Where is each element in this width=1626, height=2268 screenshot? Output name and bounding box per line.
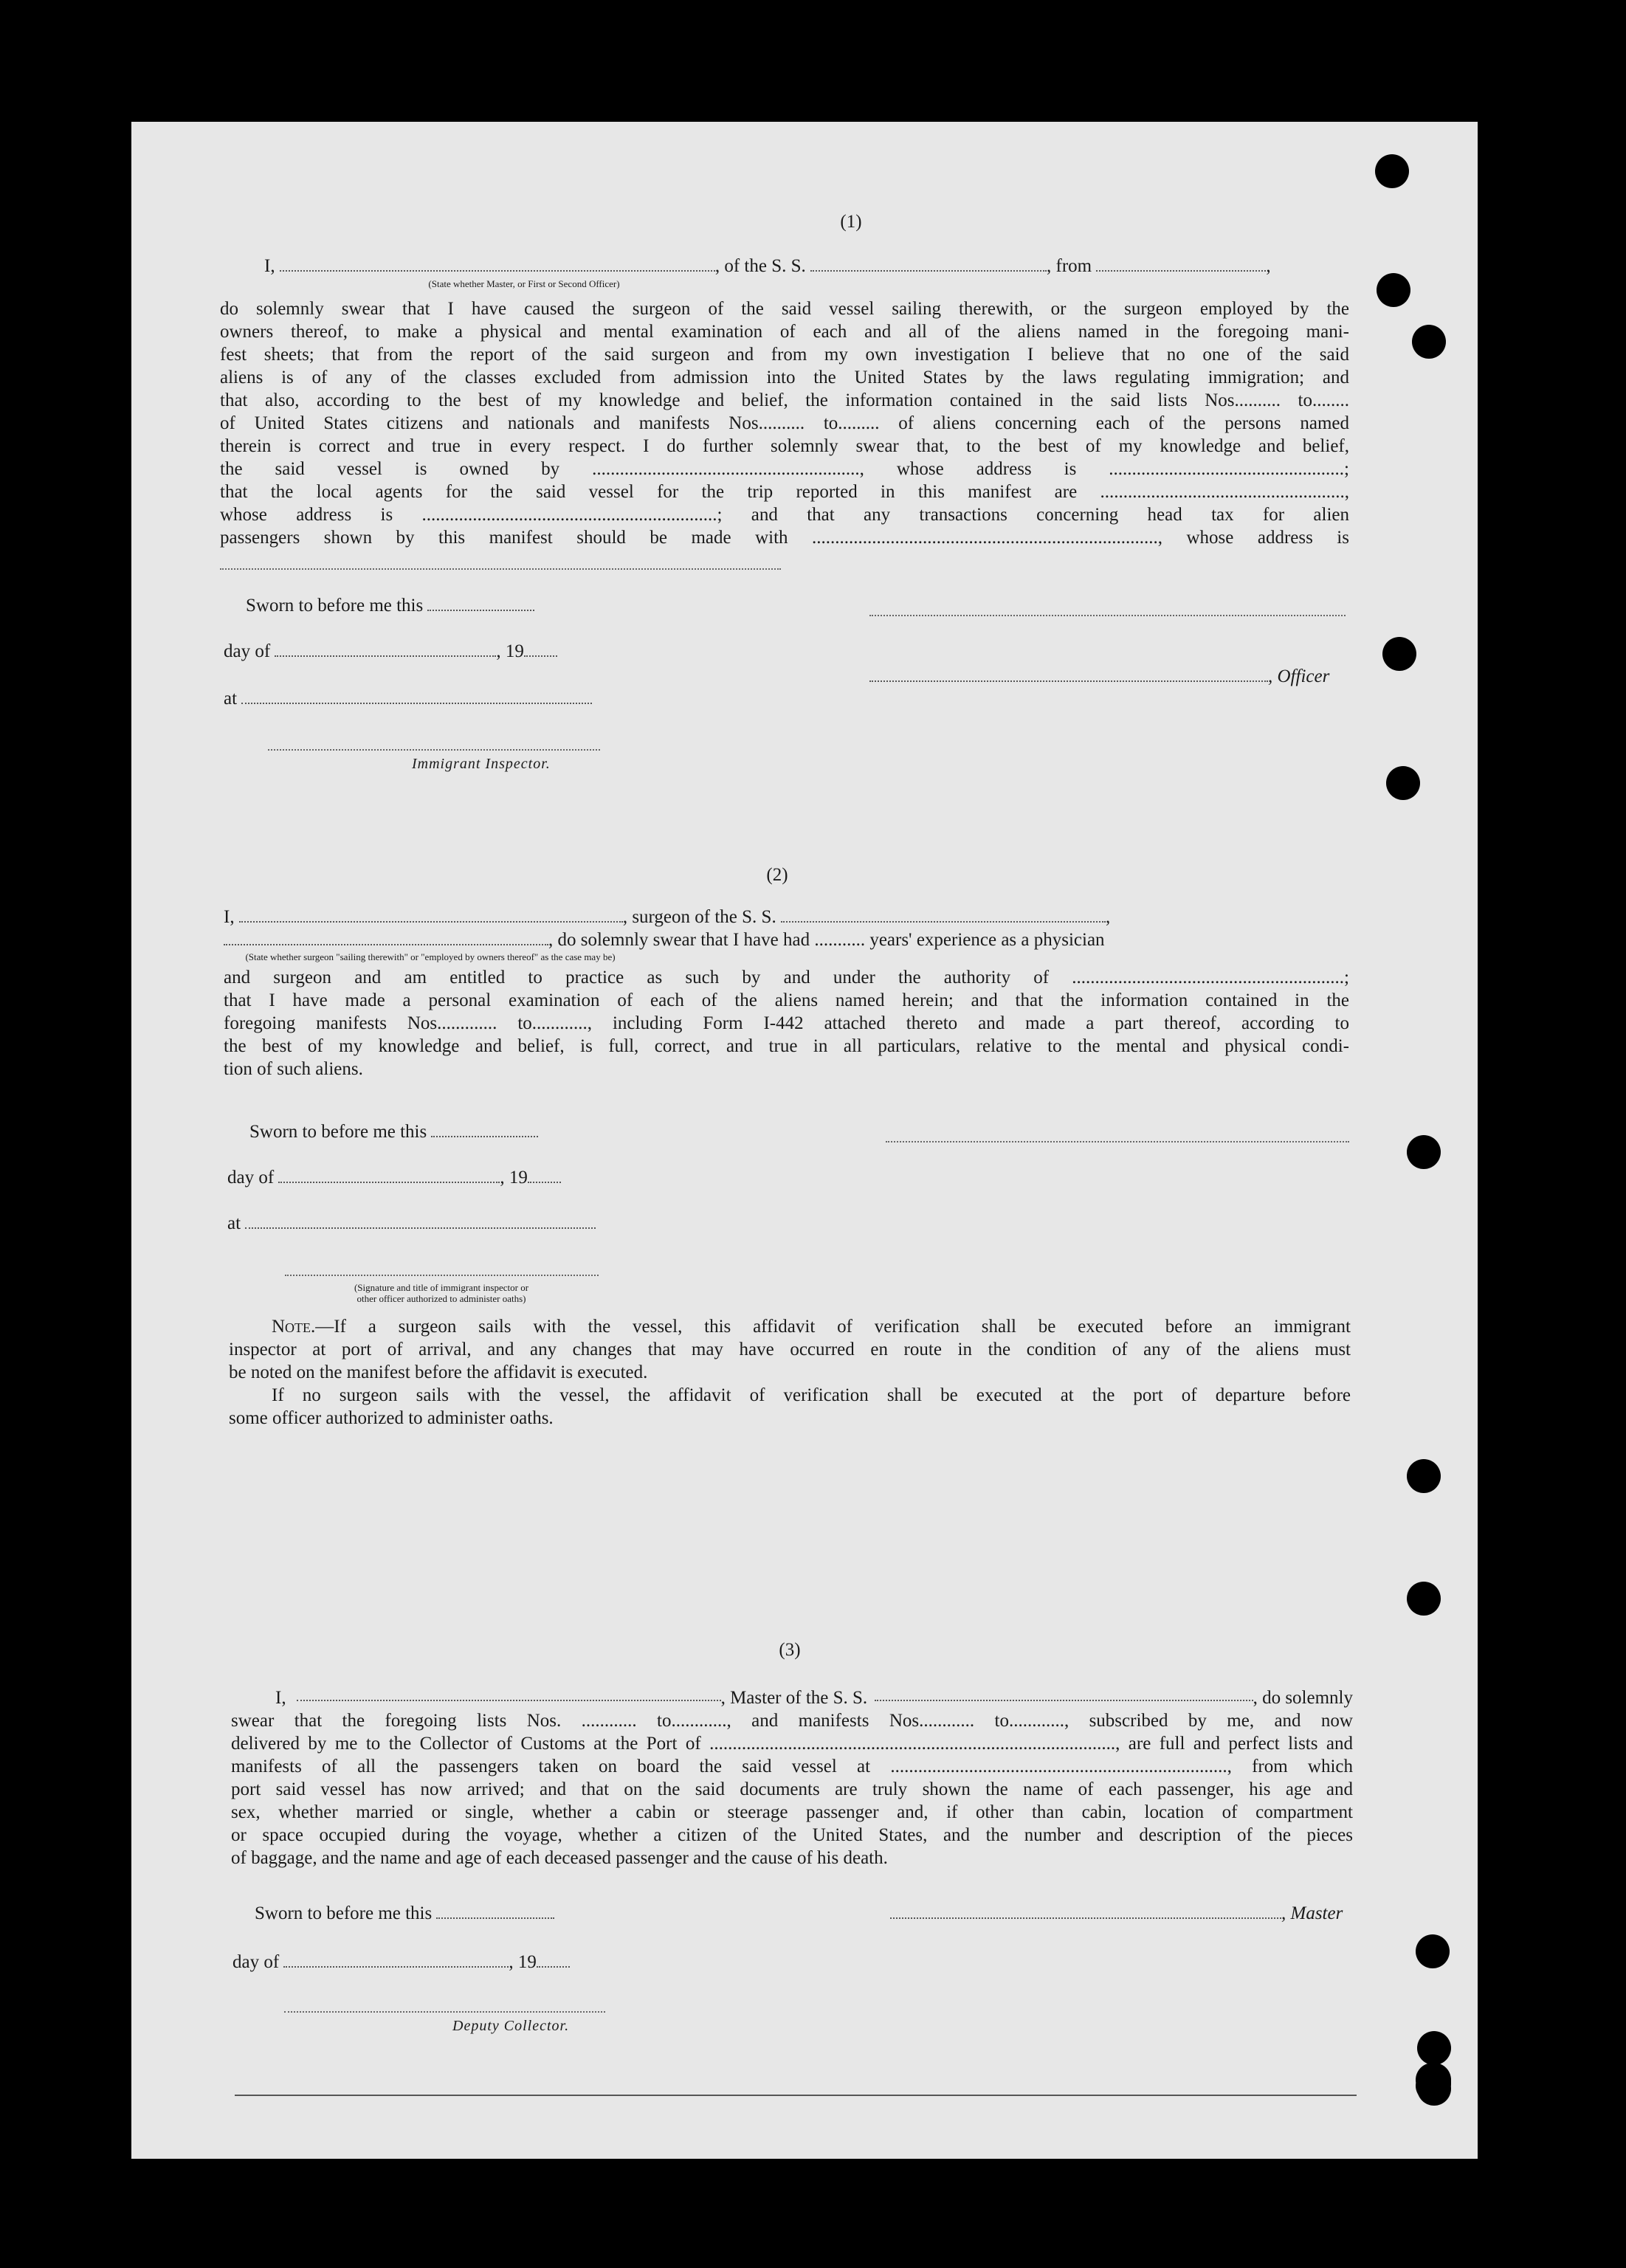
sworn-label: Sworn to before me this bbox=[249, 1122, 427, 1142]
year-label: , 19 bbox=[500, 1168, 528, 1188]
punch-hole bbox=[1417, 2031, 1451, 2065]
s3-day-of bbox=[232, 1951, 570, 1974]
address-line bbox=[220, 568, 781, 570]
s2-note-line: inspector at port of arrival, and any changes that may have occurred en route in the condition of any of the aliens must bbox=[229, 1340, 1351, 1359]
s2-body-line: that I have made a personal examination of each of the aliens named herein; and that the information contained in the bbox=[224, 990, 1349, 1010]
s2-surgeon-line bbox=[224, 906, 1110, 928]
s3-sworn bbox=[255, 1902, 554, 1925]
s2-body-line: the best of my knowledge and belief, is full, correct, and true in all particulars, relative to the mental and physical condi- bbox=[224, 1036, 1349, 1056]
s1-day-of bbox=[224, 640, 557, 663]
section-1-heading: (1) bbox=[840, 212, 862, 232]
note-text: —If a surgeon sails with the vessel, this affidavit of verification shall be executed before an immigrant bbox=[315, 1317, 1351, 1337]
s1-officer bbox=[869, 665, 1329, 688]
s2-at bbox=[227, 1212, 596, 1235]
surgeon-of-label: , surgeon of the S. S. bbox=[622, 907, 776, 927]
s3-body-line: swear that the foregoing lists Nos. ............ to............, and manifests Nos............ to............, subscribed by me, and now bbox=[231, 1711, 1353, 1731]
signature-line bbox=[285, 1275, 599, 1276]
s1-body-line: therein is correct and true in every respect. I do further solemnly swear that, to the best of my knowledge and belief, bbox=[220, 436, 1349, 456]
punch-hole bbox=[1416, 1934, 1450, 1968]
swear-text: , do solemnly swear that I have had ........... years' experience as a physician bbox=[548, 930, 1105, 950]
i-label: I, bbox=[264, 256, 275, 276]
s1-body-line: do solemnly swear that I have caused the surgeon of the said vessel sailing therewith, or the surgeon employed by the bbox=[220, 299, 1349, 319]
do-solemnly-label: , do solemnly bbox=[1253, 1688, 1353, 1708]
sworn-label: Sworn to before me this bbox=[255, 1903, 433, 1923]
surgeon-note: (State whether surgeon "sailing therewith" or "employed by owners thereof" as the case may be) bbox=[245, 951, 616, 962]
signature-note: (Signature and title of immigrant inspector or bbox=[354, 1282, 529, 1293]
immigrant-inspector-label: Immigrant Inspector. bbox=[412, 756, 551, 772]
punch-hole bbox=[1375, 154, 1409, 188]
s3-body-line: delivered by me to the Collector of Customs at the Port of ........................................................................................, are full and perfect lists and bbox=[231, 1734, 1353, 1754]
section-3-heading: (3) bbox=[779, 1640, 801, 1660]
deputy-collector-label: Deputy Collector. bbox=[452, 2018, 570, 2034]
s2-note2-last: some officer authorized to administer oaths. bbox=[229, 1408, 554, 1428]
day-of-label: day of bbox=[232, 1952, 280, 1972]
s1-body-line: that also, according to the best of my knowledge and belief, the information contained in the said lists Nos.......... to........ bbox=[220, 390, 1349, 410]
punch-hole bbox=[1416, 2063, 1450, 2097]
s1-body-line: owners thereof, to make a physical and mental examination of each and all of the aliens named in the foregoing mani- bbox=[220, 322, 1349, 342]
at-label: at bbox=[227, 1213, 241, 1233]
s3-body-line: manifests of all the passengers taken on board the said vessel at ........................................................................., from which bbox=[231, 1757, 1353, 1776]
master-label: , Master bbox=[1281, 1903, 1343, 1923]
s2-note-last: be noted on the manifest before the affidavit is executed. bbox=[229, 1362, 648, 1382]
year-label: , 19 bbox=[509, 1952, 537, 1972]
s2-note-first bbox=[272, 1315, 1351, 1338]
signature-note: other officer authorized to administer oaths) bbox=[356, 1293, 526, 1304]
s1-master-line bbox=[264, 255, 1271, 278]
comma: , bbox=[1266, 256, 1271, 276]
punch-hole bbox=[1407, 1459, 1441, 1493]
s1-body-line: whose address is ................................................................; and that any transactions concerning head tax for alien bbox=[220, 505, 1349, 525]
s2-sworn bbox=[249, 1120, 538, 1143]
s1-body-line: fest sheets; that from the report of the said surgeon and from my own investigation I believe that no one of the said bbox=[220, 345, 1349, 365]
day-of-label: day of bbox=[224, 641, 271, 661]
collector-signature-line bbox=[284, 2011, 605, 2013]
s1-body-line: the said vessel is owned by .........................................................., whose address is ...................................................; bbox=[220, 459, 1349, 479]
s2-swear-line bbox=[224, 928, 1105, 951]
s2-body-last: tion of such aliens. bbox=[224, 1059, 363, 1079]
day-of-label: day of bbox=[227, 1168, 275, 1188]
s3-body-line: or space occupied during the voyage, whether a citizen of the United States, and the number and description of the pieces bbox=[231, 1825, 1353, 1845]
note-label: Note. bbox=[272, 1317, 316, 1337]
s3-master bbox=[890, 1902, 1343, 1925]
officer-label: , Officer bbox=[1268, 666, 1330, 686]
i-label: I, bbox=[275, 1688, 286, 1708]
master-officer-note: (State whether Master, or First or Second Officer) bbox=[428, 278, 620, 289]
s2-body-line: foregoing manifests Nos............. to............, including Form I-442 attached thereto and made a part thereof, according to bbox=[224, 1013, 1349, 1033]
signature-line bbox=[869, 615, 1346, 616]
punch-hole bbox=[1386, 766, 1420, 800]
section-2-heading: (2) bbox=[766, 865, 788, 885]
punch-hole bbox=[1377, 273, 1410, 307]
s3-body-line: port said vessel has now arrived; and that on the said documents are truly shown the name of each passenger, his age and bbox=[231, 1779, 1353, 1799]
s3-body-line: sex, whether married or single, whether a cabin or steerage passenger and, if other than cabin, location of compartment bbox=[231, 1802, 1353, 1822]
s2-day-of bbox=[227, 1166, 561, 1189]
from-label: , from bbox=[1047, 256, 1092, 276]
punch-hole bbox=[1382, 637, 1416, 671]
master-of-label: , Master of the S. S. bbox=[720, 1688, 868, 1708]
s1-sworn bbox=[246, 594, 534, 617]
manifest-page bbox=[131, 122, 1478, 2159]
signature-line bbox=[886, 1141, 1349, 1142]
s3-master-line bbox=[275, 1686, 1353, 1709]
punch-hole bbox=[1412, 325, 1446, 359]
i-label: I, bbox=[224, 907, 235, 927]
of-ss-label: , of the S. S. bbox=[714, 256, 806, 276]
punch-hole bbox=[1407, 1582, 1441, 1616]
bottom-rule bbox=[235, 2095, 1357, 2096]
s1-body-line: passengers shown by this manifest should be made with ..........................................................................., whose address is bbox=[220, 528, 1349, 548]
inspector-signature-line bbox=[268, 749, 600, 751]
at-label: at bbox=[224, 689, 238, 709]
comma: , bbox=[1105, 907, 1111, 927]
s1-body-line: that the local agents for the said vessel for the trip reported in this manifest are ....................................................., bbox=[220, 482, 1349, 502]
s2-note2-line: If no surgeon sails with the vessel, the affidavit of verification shall be executed at the port of departure before bbox=[272, 1385, 1351, 1405]
s1-body-line: aliens is of any of the classes excluded from admission into the United States by the laws regulating immigration; and bbox=[220, 368, 1349, 387]
s1-at bbox=[224, 687, 592, 710]
s3-body-last: of baggage, and the name and age of each deceased passenger and the cause of his death. bbox=[231, 1848, 888, 1868]
sworn-label: Sworn to before me this bbox=[246, 596, 424, 616]
punch-hole bbox=[1407, 1135, 1441, 1169]
year-label: , 19 bbox=[496, 641, 524, 661]
s1-body-line: of United States citizens and nationals and manifests Nos.......... to......... of aliens concerning each of the persons named bbox=[220, 413, 1349, 433]
s2-body-line: and surgeon and am entitled to practice as such by and under the authority of ...........................................................; bbox=[224, 968, 1349, 987]
